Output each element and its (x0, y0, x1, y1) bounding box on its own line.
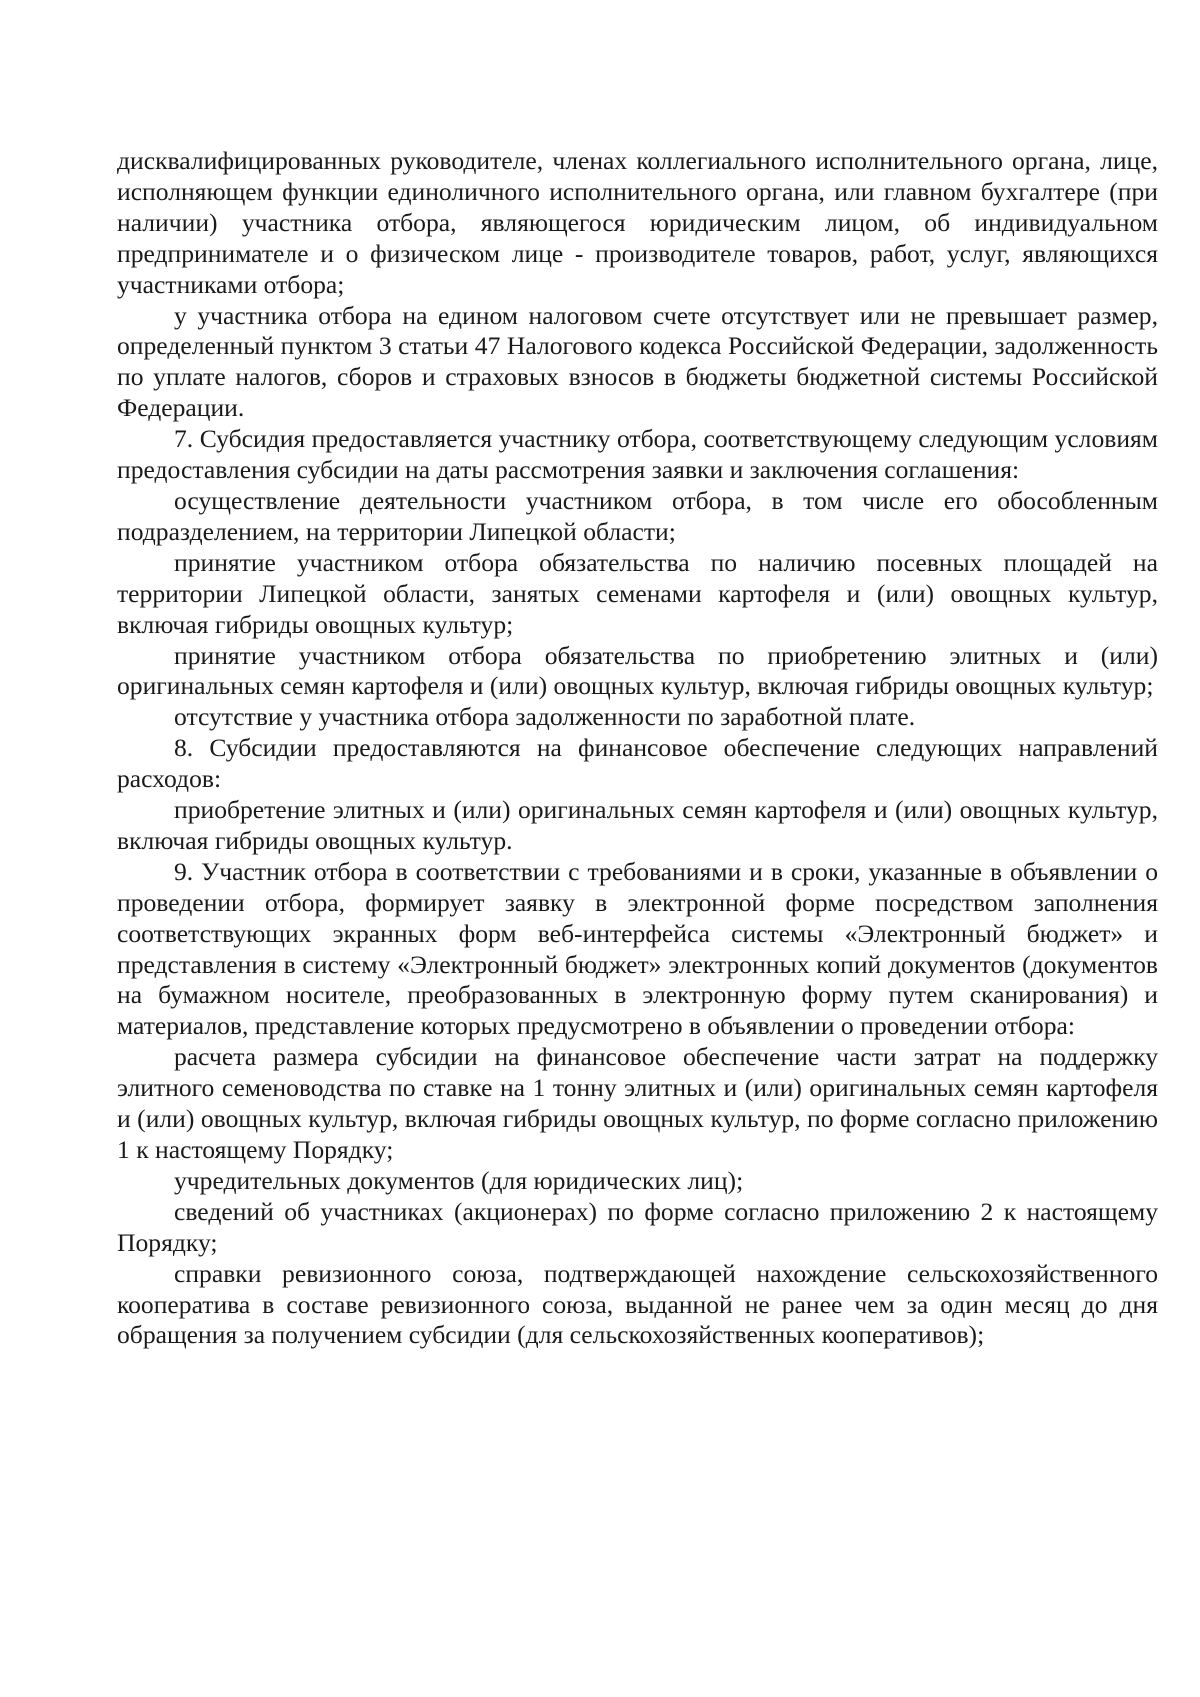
paragraph-condition-no-wage-debt: отсутствие у участника отбора задолженности по заработной плате. (174, 702, 916, 732)
paragraph-condition-seed-purchase: принятие участником отбора обязательства по приобретению элитных и (или) оригинальных семян картофеля и (или) овощных культур, включая гибриды овощных культур; (117, 640, 1158, 701)
paragraph-doc-audit-union: справки ревизионного союза, подтверждающей нахождение сельскохозяйственного кооператива в составе ревизионного союза, выданной не ранее чем за один месяц до дня обращения за получением субсидии (для сельскохозяйственных кооперативов); (117, 1258, 1158, 1350)
paragraph-tax-debt: у участника отбора на едином налоговом счете отсутствует или не превышает размер, определенный пунктом 3 статьи 47 Налогового кодекса Российской Федерации, задолженность по уплате налогов, сборов и страховых взносов в бюджеты бюджетной системы Российской Федерации. (117, 300, 1158, 423)
paragraph-condition-sown-areas: принятие участником отбора обязательства по наличию посевных площадей на территории Липецкой области, занятых семенами картофеля и (или) овощных культур, включая гибриды овощных культур; (117, 547, 1158, 639)
paragraph-doc-calculation: расчета размера субсидии на финансовое обеспечение части затрат на поддержку элитного семеноводства по ставке на 1 тонну элитных и (или) оригинальных семян картофеля и (или) овощных культур, включая гибриды овощных культур, по форме согласно приложению 1 к настоящему Порядку; (117, 1042, 1158, 1164)
paragraph-continuation: дисквалифицированных руководителе, членах коллегиального исполнительного органа, лице, исполняющем функции единоличного исполнительного органа, или главном бухгалтере (при наличии) участника отбора, являющегося юридическим лицом, об индивидуальном предпринимателе и о физическом лице - производителе товаров, работ, услуг, являющихся участниками отбора; (117, 146, 1158, 299)
paragraph-expense-seeds: приобретение элитных и (или) оригинальных семян картофеля и (или) овощных культур, включая гибриды овощных культур. (117, 795, 1158, 855)
paragraph-doc-constituent: учредительных документов (для юридических лиц); (174, 1165, 744, 1195)
paragraph-item-8: 8. Субсидии предоставляются на финансовое обеспечение следующих направлений расходов: (117, 733, 1158, 794)
paragraph-doc-shareholders: сведений об участниках (акционерах) по форме согласно приложению 2 к настоящему Порядку; (117, 1196, 1158, 1257)
document-page (117, 146, 1158, 1351)
paragraph-condition-territory: осуществление деятельности участником отбора, в том числе его обособленным подразделением, на территории Липецкой области; (117, 485, 1158, 546)
paragraph-item-7: 7. Субсидия предоставляется участнику отбора, соответствующему следующим условиям предоставления субсидии на даты рассмотрения заявки и заключения соглашения: (117, 424, 1158, 485)
paragraph-item-9: 9. Участник отбора в соответствии с требованиями и в сроки, указанные в объявлении о проведении отбора, формирует заявку в электронной форме посредством заполнения соответствующих экранных форм веб-интерфейса системы «Электронный бюджет» и представления в систему «Электронный бюджет» электронных копий документов (документов на бумажном носителе, преобразованных в электронную форму путем сканирования) и материалов, представление которых предусмотрено в объявлении о проведении отбора: (117, 856, 1158, 1041)
